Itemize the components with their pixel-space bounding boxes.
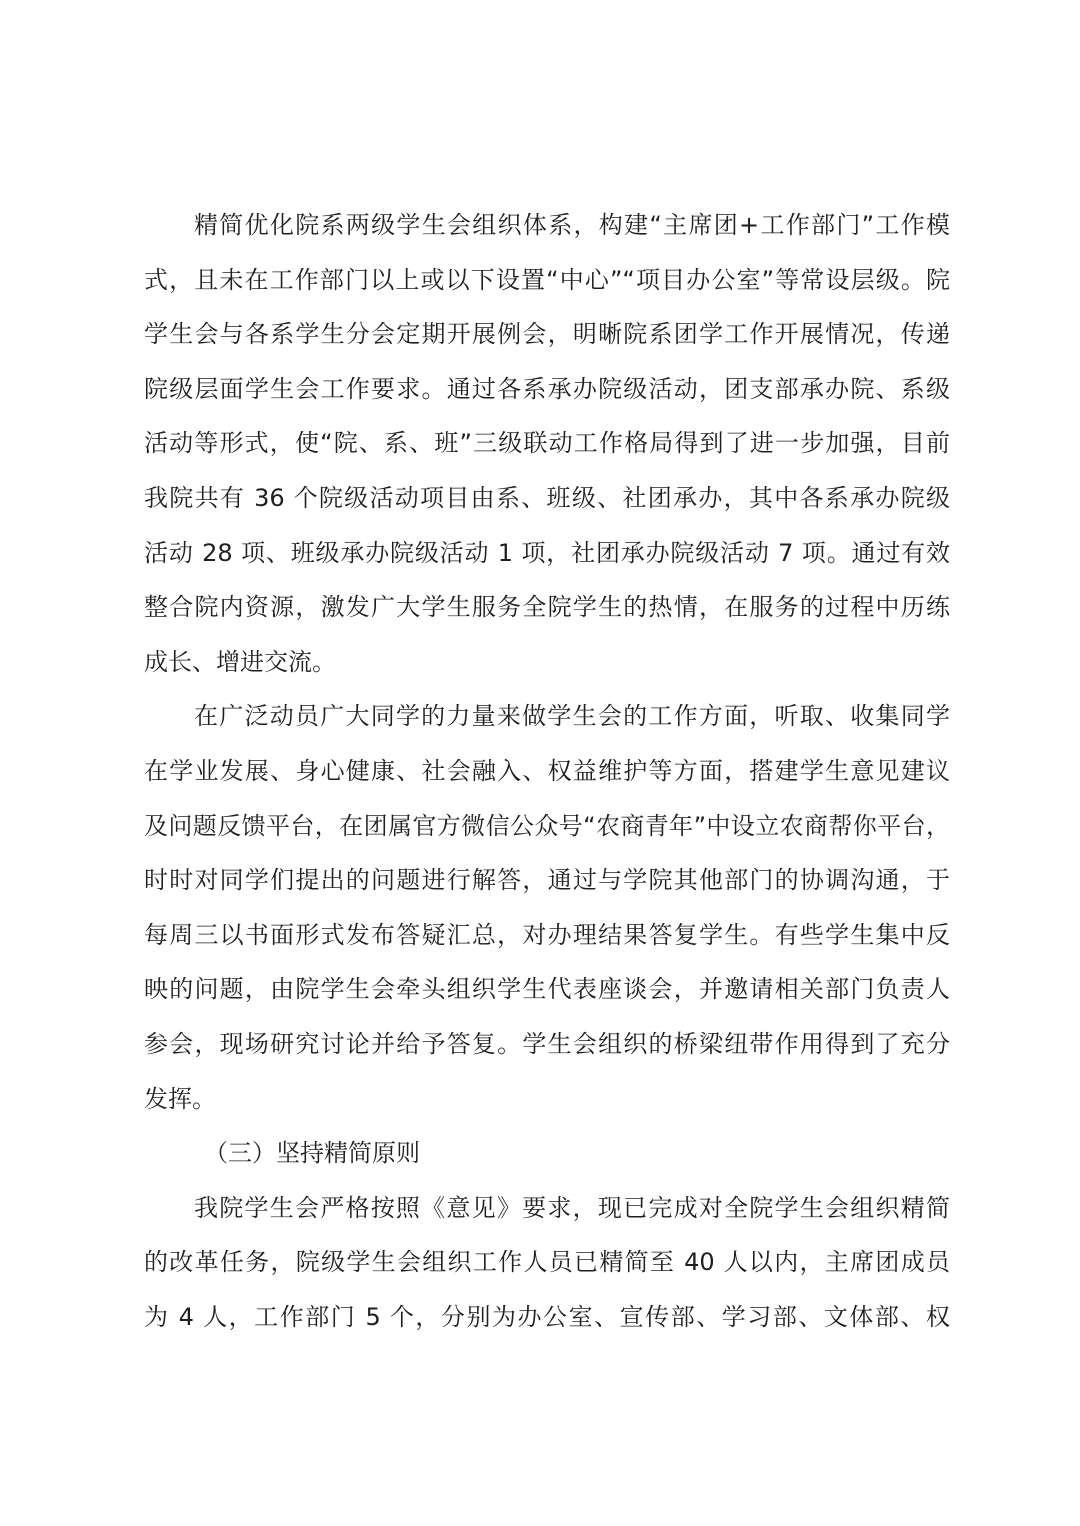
paragraph-line: 发挥。 xyxy=(144,1084,216,1113)
paragraph-line: 精简优化院系两级学生会组织体系，构建“主席团+工作部门”工作模 xyxy=(194,211,950,239)
paragraph-line: 整合院内资源，激发广大学生服务全院学生的热情，在服务的过程中历练 xyxy=(144,593,950,622)
paragraph-streamlining xyxy=(144,1181,950,1345)
paragraph-line: 及问题反馈平台，在团属官方微信公众号“农商青年”中设立农商帮你平台， xyxy=(144,811,950,840)
paragraph-line: 每周三以书面形式发布答疑汇总，对办理结果答复学生。有些学生集中反 xyxy=(144,920,950,949)
paragraph-line: 参会，现场研究讨论并给予答复。学生会组织的桥梁纽带作用得到了充分 xyxy=(144,1029,950,1058)
paragraph-line: 活动 28 项、班级承办院级活动 1 项，社团承办院级活动 7 项。通过有效 xyxy=(144,538,950,567)
paragraph-line: 院级层面学生会工作要求。通过各系承办院级活动，团支部承办院、系级 xyxy=(144,374,950,403)
paragraph-line: 在广泛动员广大同学的力量来做学生会的工作方面，听取、收集同学 xyxy=(194,702,950,731)
paragraph-line: 式，且未在工作部门以上或以下设置“中心”“项目办公室”等常设层级。院 xyxy=(144,265,950,294)
paragraph-line: 为 4 人，工作部门 5 个，分别为办公室、宣传部、学习部、文体部、权 xyxy=(144,1302,950,1331)
paragraph-line: 时时对同学们提出的问题进行解答，通过与学院其他部门的协调沟通，于 xyxy=(144,866,950,895)
paragraph-line: 我院学生会严格按照《意见》要求，现已完成对全院学生会组织精简 xyxy=(194,1193,950,1222)
paragraph-line: 成长、增进交流。 xyxy=(144,647,336,676)
paragraph-line: 在学业发展、身心健康、社会融入、权益维护等方面，搭建学生意见建议 xyxy=(144,756,950,785)
paragraph-structure-optimization xyxy=(144,198,950,689)
paragraph-line: 的改革任务，院级学生会组织工作人员已精简至 40 人以内，主席团成员 xyxy=(144,1248,950,1277)
paragraph-line: 学生会与各系学生分会定期开展例会，明晰院系团学工作开展情况，传递 xyxy=(144,320,950,349)
paragraph-line: 映的问题，由院学生会牵头组织学生代表座谈会，并邀请相关部门负责人 xyxy=(144,975,950,1004)
paragraph-line: 我院共有 36 个院级活动项目由系、班级、社团承办，其中各系承办院级 xyxy=(144,483,950,512)
paragraph-student-mobilization xyxy=(144,689,950,1126)
document-body xyxy=(144,198,950,1344)
section-heading: （三）坚持精简原则 xyxy=(204,1139,420,1168)
paragraph-line: 活动等形式，使“院、系、班”三级联动工作格局得到了进一步加强，目前 xyxy=(144,429,950,458)
